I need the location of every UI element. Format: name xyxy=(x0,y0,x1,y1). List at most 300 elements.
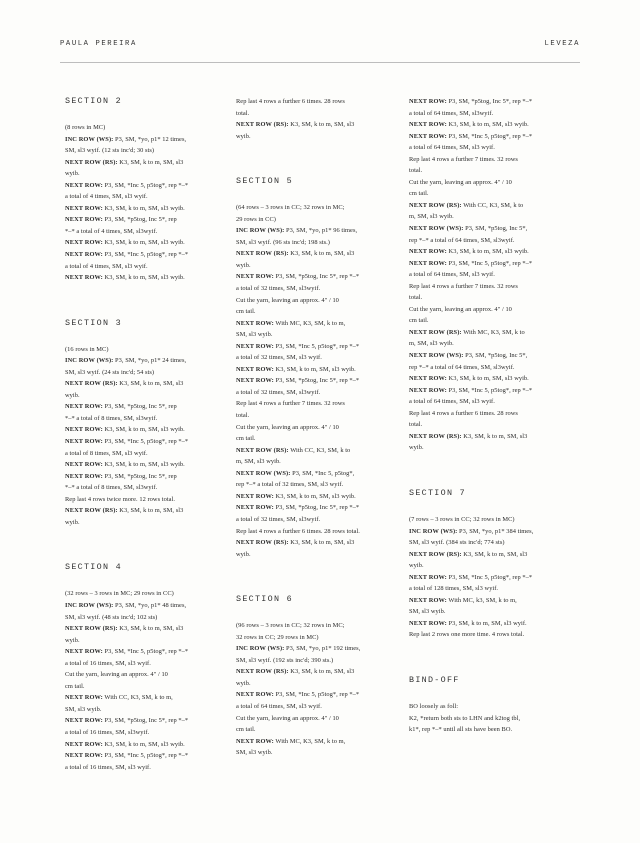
instruction-line xyxy=(65,355,217,367)
instruction-line xyxy=(65,436,217,448)
instruction-text: K3, SM, k to m, SM, sl3 xyxy=(288,539,355,547)
instruction-text: a total of 32 times, SM, sl3wyif. xyxy=(236,388,321,396)
instruction-line xyxy=(409,200,561,212)
instruction-text: P3, SM, *Inc 5, p5tog*, rep *–* xyxy=(102,648,189,656)
instruction-line xyxy=(236,375,388,387)
section-title: SECTION 7 xyxy=(409,487,466,498)
instruction-text: P3, SM, *p5tog, Inc 5*, rep xyxy=(102,216,177,224)
instruction-line xyxy=(65,249,217,261)
instruction-text: With MC, K3, SM, k to xyxy=(461,328,525,336)
instruction-line xyxy=(65,367,217,379)
instruction-line xyxy=(409,142,561,154)
instruction-line xyxy=(236,689,388,701)
instruction-line xyxy=(236,119,388,131)
instruction-line xyxy=(409,701,561,713)
instruction-text: rep *–* a total of 64 times, SM, sl3wyif. xyxy=(409,236,515,244)
instruction-line xyxy=(236,108,388,120)
instruction-text: BO loosely as foll: xyxy=(409,702,459,710)
row-label: NEXT ROW (RS): xyxy=(236,121,289,129)
instruction-text: wyib. xyxy=(409,444,424,452)
instruction-line xyxy=(65,588,217,600)
instruction-line xyxy=(65,704,217,716)
instruction-line xyxy=(236,422,388,434)
instruction-line xyxy=(409,618,561,630)
instruction-text: Rep last 4 rows twice more. 12 rows total. xyxy=(65,495,176,503)
row-label: INC ROW (WS): xyxy=(65,357,114,365)
row-label: NEXT ROW: xyxy=(236,504,274,512)
instruction-line xyxy=(409,304,561,316)
instruction-text: total. xyxy=(409,167,423,175)
instruction-text: K3, SM, k to m, SM, sl3 wyib. xyxy=(446,121,529,129)
instruction-text: Rep last 4 rows a further 6 times. 28 rows xyxy=(236,98,345,105)
instruction-text: Rep last 4 rows a further 7 times. 32 rows xyxy=(409,282,518,290)
instruction-line xyxy=(65,344,217,356)
instruction-line xyxy=(65,762,217,774)
instruction-text: wyib. xyxy=(65,636,80,644)
instruction-line xyxy=(236,410,388,422)
instruction-line xyxy=(409,292,561,304)
instruction-text: Rep last 4 rows a further 7 times. 32 rows xyxy=(236,400,345,408)
text-block xyxy=(236,594,388,759)
instruction-text: *–* a total of 8 times, SM, sl3wyif. xyxy=(65,414,158,422)
instruction-text: m, SM, sl3 wyib. xyxy=(236,458,281,466)
instruction-line xyxy=(409,258,561,270)
text-block xyxy=(65,96,217,284)
instruction-line xyxy=(236,364,388,376)
row-label: NEXT ROW (RS): xyxy=(409,328,462,336)
row-label: NEXT ROW: xyxy=(236,273,274,281)
row-label: NEXT ROW: xyxy=(65,274,103,282)
instruction-line xyxy=(236,352,388,364)
instruction-text: SM, sl3 wyif. (12 sts inc'd; 30 sts) xyxy=(65,147,155,155)
instruction-text: cm tail. xyxy=(409,317,429,325)
instruction-text: P3, SM, *Inc 5, p5tog*, rep *–* xyxy=(446,386,533,394)
row-label: NEXT ROW: xyxy=(236,492,274,500)
instruction-line xyxy=(409,246,561,258)
instruction-text: P3, SM, *Inc 5, p5tog*, rep *–* xyxy=(446,132,533,140)
instruction-text: P3, SM, *p5tog, Inc 5*, rep *–* xyxy=(273,377,360,385)
author-name: PAULA PEREIRA xyxy=(60,40,137,48)
row-label: NEXT ROW (RS): xyxy=(236,250,289,258)
header-rule xyxy=(60,62,580,63)
instruction-text: Cut the yarn, leaving an approx. 4" / 10 xyxy=(65,671,168,679)
instruction-line xyxy=(65,226,217,238)
column-3 xyxy=(409,96,561,770)
row-label: NEXT ROW: xyxy=(409,132,447,140)
instruction-line xyxy=(65,378,217,390)
instruction-line xyxy=(409,269,561,281)
instruction-text: K3, SM, k to m, SM, sl3 wyib. xyxy=(102,239,185,247)
instruction-line xyxy=(65,612,217,624)
row-label: NEXT ROW: xyxy=(236,691,274,699)
instruction-text: k1*, rep *–* until all sts have been BO. xyxy=(409,726,513,734)
row-label: NEXT ROW (RS): xyxy=(409,201,462,209)
row-label: NEXT ROW: xyxy=(409,121,447,129)
instruction-text: cm tail. xyxy=(236,308,256,316)
row-label: NEXT ROW: xyxy=(409,573,447,581)
instruction-text: SM, sl3 wyif. (24 sts inc'd; 54 sts) xyxy=(65,368,155,376)
instruction-line xyxy=(236,514,388,526)
text-block xyxy=(65,318,217,529)
section-title: BIND-OFF xyxy=(409,674,460,685)
instruction-text: With CC, K3, SM, k to m, xyxy=(102,694,173,702)
instruction-text: a total of 64 times, SM, sl3 wyif. xyxy=(409,144,495,152)
instruction-line xyxy=(236,632,388,644)
instruction-text: P3, SM, *p5tog, Inc 5*, xyxy=(463,225,528,233)
instruction-text: *–* a total of 4 times, SM, sl3wyif. xyxy=(65,227,158,235)
row-label: NEXT ROW: xyxy=(65,438,103,446)
instruction-line xyxy=(236,387,388,399)
instruction-text: total. xyxy=(409,294,423,302)
row-label: INC ROW (WS): xyxy=(65,601,114,609)
instruction-line xyxy=(409,629,561,641)
instruction-text: P3, SM, *Inc 5, p5tog*, rep *–* xyxy=(446,573,533,581)
instruction-line xyxy=(409,408,561,420)
instruction-line xyxy=(409,327,561,339)
instruction-text: P3, SM, *Inc 5, p5tog*, rep *–* xyxy=(102,181,189,189)
row-label: NEXT ROW: xyxy=(409,98,447,105)
instruction-text: Rep last 2 rows one more time. 4 rows total. xyxy=(409,631,525,639)
instruction-text: P3, SM, *yo, p1* 384 times, xyxy=(457,527,534,535)
instruction-text: m, SM, sl3 wyib. xyxy=(409,213,454,221)
instruction-line xyxy=(409,281,561,293)
instruction-line xyxy=(65,669,217,681)
row-label: NEXT ROW (WS): xyxy=(409,225,464,233)
instruction-text: 29 rows in CC) xyxy=(236,215,276,223)
instruction-line xyxy=(409,419,561,431)
running-head xyxy=(60,40,580,48)
instruction-line xyxy=(65,727,217,739)
instruction-line xyxy=(236,620,388,632)
instruction-line xyxy=(409,442,561,454)
row-label: INC ROW (WS): xyxy=(236,645,285,653)
instruction-line xyxy=(236,701,388,713)
row-label: NEXT ROW (RS): xyxy=(65,625,118,633)
instruction-line xyxy=(236,295,388,307)
instruction-text: P3, SM, *p5tog, Inc 5*, rep *–* xyxy=(102,717,189,725)
row-label: NEXT ROW: xyxy=(65,181,103,189)
row-label: NEXT ROW (RS): xyxy=(409,432,462,440)
instruction-line xyxy=(409,713,561,725)
instruction-text: SM, sl3 wyib. xyxy=(409,608,446,616)
instruction-line xyxy=(236,260,388,272)
instruction-text: Cut the yarn, leaving an approx. 4" / 10 xyxy=(409,178,512,186)
instruction-text: m, SM, sl3 wyib. xyxy=(409,340,454,348)
instruction-line xyxy=(409,223,561,235)
row-label: NEXT ROW (WS): xyxy=(409,352,464,360)
instruction-line xyxy=(236,537,388,549)
instruction-text: SM, sl3 wyif. (48 sts inc'd; 102 sts) xyxy=(65,613,158,621)
row-label: NEXT ROW: xyxy=(236,342,274,350)
instruction-text: P3, SM, *Inc 5, p5tog*, rep *–* xyxy=(273,691,360,699)
instruction-text: (96 rows – 3 rows in CC; 32 rows in MC; xyxy=(236,622,345,630)
instruction-line xyxy=(236,225,388,237)
instruction-text: K3, SM, k to m, SM, sl3 xyxy=(117,380,184,388)
instruction-line xyxy=(409,396,561,408)
text-block xyxy=(409,675,561,736)
row-label: NEXT ROW: xyxy=(65,717,103,725)
instruction-text: (64 rows – 3 rows in CC; 32 rows in MC; xyxy=(236,204,345,212)
instruction-line xyxy=(409,572,561,584)
instruction-line xyxy=(65,681,217,693)
instruction-text: a total of 64 times, SM, sl3wyif. xyxy=(409,109,494,117)
instruction-line xyxy=(409,108,561,120)
instruction-line xyxy=(236,549,388,561)
instruction-line xyxy=(236,666,388,678)
instruction-line xyxy=(236,283,388,295)
instruction-line xyxy=(236,237,388,249)
instruction-line xyxy=(65,646,217,658)
instruction-text: (16 rows in MC) xyxy=(65,345,109,353)
instruction-text: cm tail. xyxy=(65,682,85,690)
row-label: NEXT ROW: xyxy=(409,619,447,627)
instruction-line xyxy=(236,306,388,318)
instruction-line xyxy=(65,459,217,471)
instruction-line xyxy=(65,715,217,727)
instruction-line xyxy=(236,96,388,108)
instruction-text: P3, SM, *p5tog, Inc 5*, rep *–* xyxy=(446,98,533,105)
instruction-text: P3, SM, *Inc 5, p5tog*, rep *–* xyxy=(446,259,533,267)
instruction-text: K3, SM, k to m, SM, sl3 wyib. xyxy=(102,274,185,282)
row-label: NEXT ROW: xyxy=(65,426,103,434)
column-2 xyxy=(236,96,388,793)
instruction-line xyxy=(409,537,561,549)
instruction-line xyxy=(409,431,561,443)
instruction-line xyxy=(409,165,561,177)
row-label: NEXT ROW: xyxy=(236,365,274,373)
row-label: NEXT ROW: xyxy=(409,248,447,256)
instruction-text: *–* a total of 8 times, SM, sl3wyif. xyxy=(65,484,158,492)
instruction-text: K3, SM, k to m, SM, sl3 wyib. xyxy=(273,365,356,373)
instruction-text: P3, SM, *yo, p1* 192 times, xyxy=(284,645,361,653)
instruction-line xyxy=(409,350,561,362)
instruction-text: rep *–* a total of 32 times, SM, sl3 wyif. xyxy=(236,481,344,489)
row-label: NEXT ROW: xyxy=(65,752,103,760)
instruction-text: With CC, K3, SM, k to xyxy=(288,446,351,454)
row-label: NEXT ROW: xyxy=(65,472,103,480)
instruction-text: wyib. xyxy=(236,261,251,269)
instruction-line xyxy=(236,643,388,655)
instruction-line xyxy=(65,272,217,284)
instruction-line xyxy=(236,433,388,445)
text-block xyxy=(65,562,217,773)
pattern-title: LEVEZA xyxy=(544,40,580,48)
row-label: NEXT ROW (RS): xyxy=(65,380,118,388)
instruction-line xyxy=(65,505,217,517)
instruction-text: K3, SM, k to m, SM, sl3 wyib. xyxy=(102,461,185,469)
instruction-text: K3, SM, k to m, SM, sl3 wyib. xyxy=(446,375,529,383)
instruction-text: wyib. xyxy=(65,518,80,526)
instruction-line xyxy=(236,526,388,538)
instruction-text: rep *–* a total of 64 times, SM, sl3wyif. xyxy=(409,363,515,371)
instruction-text: Rep last 4 rows a further 7 times. 32 rows xyxy=(409,155,518,163)
instruction-text: K3, SM, k to m, SM, sl3 wyib. xyxy=(102,740,185,748)
instruction-line xyxy=(236,491,388,503)
row-label: NEXT ROW: xyxy=(236,377,274,385)
section-title: SECTION 6 xyxy=(236,594,293,605)
instruction-text: a total of 64 times, SM, sl3 wyif. xyxy=(409,271,495,279)
instruction-text: K3, SM, k to m, SM, sl3 wyib. xyxy=(273,492,356,500)
instruction-text: a total of 16 times, SM, sl3wyif. xyxy=(65,728,150,736)
instruction-text: a total of 32 times, SM, sl3 wyif. xyxy=(236,354,322,362)
instruction-text: SM, sl3 wyib. xyxy=(236,749,273,757)
instruction-line xyxy=(65,517,217,529)
instruction-text: K3, SM, k to m, SM, sl3 xyxy=(117,507,184,515)
instruction-line xyxy=(409,595,561,607)
instruction-text: P3, SM, *Inc 5, p5tog*, rep *–* xyxy=(273,342,360,350)
instruction-line xyxy=(65,261,217,273)
instruction-text: a total of 64 times, SM, sl3 wyif. xyxy=(409,398,495,406)
instruction-line xyxy=(65,623,217,635)
instruction-line xyxy=(409,338,561,350)
instruction-line xyxy=(65,448,217,460)
instruction-line xyxy=(65,203,217,215)
instruction-text: K3, SM, k to m, SM, sl3 xyxy=(288,668,355,676)
instruction-line xyxy=(236,479,388,491)
instruction-line xyxy=(236,456,388,468)
instruction-line xyxy=(65,424,217,436)
instruction-text: P3, SM, *p5tog, Inc 5*, rep *–* xyxy=(273,273,360,281)
text-block xyxy=(236,176,388,560)
instruction-text: SM, sl3 wyib. xyxy=(236,331,273,339)
instruction-line xyxy=(65,600,217,612)
row-label: NEXT ROW: xyxy=(65,740,103,748)
instruction-text: total. xyxy=(236,109,250,117)
row-label: NEXT ROW: xyxy=(65,694,103,702)
instruction-text: 32 rows in CC; 29 rows in MC) xyxy=(236,633,319,641)
instruction-line xyxy=(409,526,561,538)
row-label: NEXT ROW (RS): xyxy=(236,446,289,454)
instruction-line xyxy=(236,318,388,330)
row-label: NEXT ROW (WS): xyxy=(236,469,291,477)
instruction-line xyxy=(236,468,388,480)
instruction-line xyxy=(409,606,561,618)
instruction-line xyxy=(409,96,561,108)
instruction-text: Rep last 4 rows a further 6 times. 28 rows xyxy=(409,409,518,417)
instruction-line xyxy=(65,750,217,762)
row-label: NEXT ROW (RS): xyxy=(236,668,289,676)
instruction-line xyxy=(65,180,217,192)
instruction-line xyxy=(65,413,217,425)
instruction-line xyxy=(409,154,561,166)
instruction-line xyxy=(65,122,217,134)
instruction-text: wyib. xyxy=(236,679,251,687)
instruction-text: With MC, K3, SM, k to m, xyxy=(273,319,346,327)
instruction-text: P3, SM, *Inc 5, p5tog*, xyxy=(290,469,355,477)
section-title: SECTION 3 xyxy=(65,317,122,328)
instruction-text: K3, SM, k to m, SM, sl3 xyxy=(117,158,184,166)
instruction-line xyxy=(409,724,561,736)
instruction-line xyxy=(236,678,388,690)
row-label: INC ROW (WS): xyxy=(409,527,458,535)
instruction-line xyxy=(409,560,561,572)
instruction-line xyxy=(409,188,561,200)
column-1 xyxy=(65,96,217,807)
instruction-line xyxy=(65,168,217,180)
instruction-line xyxy=(409,373,561,385)
instruction-text: a total of 128 times, SM, sl3 wyif. xyxy=(409,585,499,593)
row-label: NEXT ROW (RS): xyxy=(409,550,462,558)
instruction-text: Rep last 4 rows a further 6 times. 28 rows total. xyxy=(236,527,360,535)
instruction-line xyxy=(409,549,561,561)
instruction-text: P3, SM, k to m, SM, sl3 wyif. xyxy=(446,619,527,627)
instruction-text: cm tail. xyxy=(236,435,256,443)
instruction-line xyxy=(236,202,388,214)
instruction-text: a total of 4 times, SM, sl3 wyif. xyxy=(65,262,148,270)
instruction-text: P3, SM, *Inc 5, p5tog*, rep *–* xyxy=(102,438,189,446)
section-title: SECTION 4 xyxy=(65,562,122,573)
instruction-line xyxy=(65,134,217,146)
instruction-line xyxy=(236,747,388,759)
instruction-text: SM, sl3 wyif. (384 sts inc'd; 774 sts) xyxy=(409,539,505,547)
instruction-text: K3, SM, k to m, SM, sl3 wyib. xyxy=(446,248,529,256)
instruction-line xyxy=(236,131,388,143)
instruction-text: total. xyxy=(409,421,423,429)
row-label: NEXT ROW: xyxy=(65,251,103,259)
instruction-text: P3, SM, *yo, p1* 24 times, xyxy=(113,357,187,365)
instruction-line xyxy=(409,315,561,327)
instruction-line xyxy=(409,119,561,131)
instruction-text: K3, SM, k to m, SM, sl3 xyxy=(461,550,528,558)
row-label: INC ROW (WS): xyxy=(236,227,285,235)
row-label: NEXT ROW: xyxy=(65,403,103,411)
instruction-line xyxy=(236,724,388,736)
instruction-text: K3, SM, k to m, SM, sl3 xyxy=(288,121,355,129)
text-block xyxy=(409,488,561,641)
instruction-line xyxy=(65,214,217,226)
instruction-line xyxy=(65,157,217,169)
row-label: NEXT ROW: xyxy=(65,204,103,212)
instruction-text: P3, SM, *yo, p1* 48 times, xyxy=(113,601,187,609)
instruction-line xyxy=(236,655,388,667)
instruction-text: Cut the yarn, leaving an approx. 4" / 10 xyxy=(236,714,339,722)
instruction-text: P3, SM, *yo, p1* 96 times, xyxy=(284,227,358,235)
instruction-text: P3, SM, *Inc 5, p5tog*, rep *–* xyxy=(102,752,189,760)
instruction-line xyxy=(65,145,217,157)
instruction-text: (32 rows – 3 rows in MC; 29 rows in CC) xyxy=(65,590,174,598)
instruction-line xyxy=(65,191,217,203)
instruction-line xyxy=(65,390,217,402)
row-label: NEXT ROW: xyxy=(65,239,103,247)
instruction-text: K3, SM, k to m, SM, sl3 xyxy=(461,432,528,440)
instruction-text: Cut the yarn, leaving an approx. 4" / 10 xyxy=(409,305,512,313)
instruction-text: a total of 64 times, SM, sl3 wyif. xyxy=(236,702,322,710)
instruction-line xyxy=(65,658,217,670)
instruction-text: a total of 4 times, SM, sl3 wyif. xyxy=(65,193,148,201)
instruction-line xyxy=(409,177,561,189)
instruction-text: a total of 16 times, SM, sl3 wyif. xyxy=(65,763,151,771)
instruction-line xyxy=(236,271,388,283)
instruction-line xyxy=(236,445,388,457)
instruction-line xyxy=(409,235,561,247)
row-label: NEXT ROW (RS): xyxy=(65,158,118,166)
row-label: NEXT ROW: xyxy=(409,596,447,604)
text-block xyxy=(236,96,388,142)
row-label: NEXT ROW: xyxy=(236,737,274,745)
instruction-text: K3, SM, k to m, SM, sl3 wyib. xyxy=(102,426,185,434)
instruction-text: (8 rows in MC) xyxy=(65,124,106,131)
instruction-line xyxy=(236,248,388,260)
instruction-text: (7 rows – 3 rows in CC; 32 rows in MC) xyxy=(409,515,515,523)
instruction-line xyxy=(236,502,388,514)
instruction-text: wyib. xyxy=(409,562,424,570)
instruction-line xyxy=(236,329,388,341)
instruction-text: a total of 32 times, SM, sl3wyif. xyxy=(236,515,321,523)
instruction-line xyxy=(65,401,217,413)
instruction-text: K2, *return both sts to LHN and k2tog tbl, xyxy=(409,714,521,722)
instruction-line xyxy=(65,482,217,494)
instruction-text: wyib. xyxy=(236,132,251,140)
